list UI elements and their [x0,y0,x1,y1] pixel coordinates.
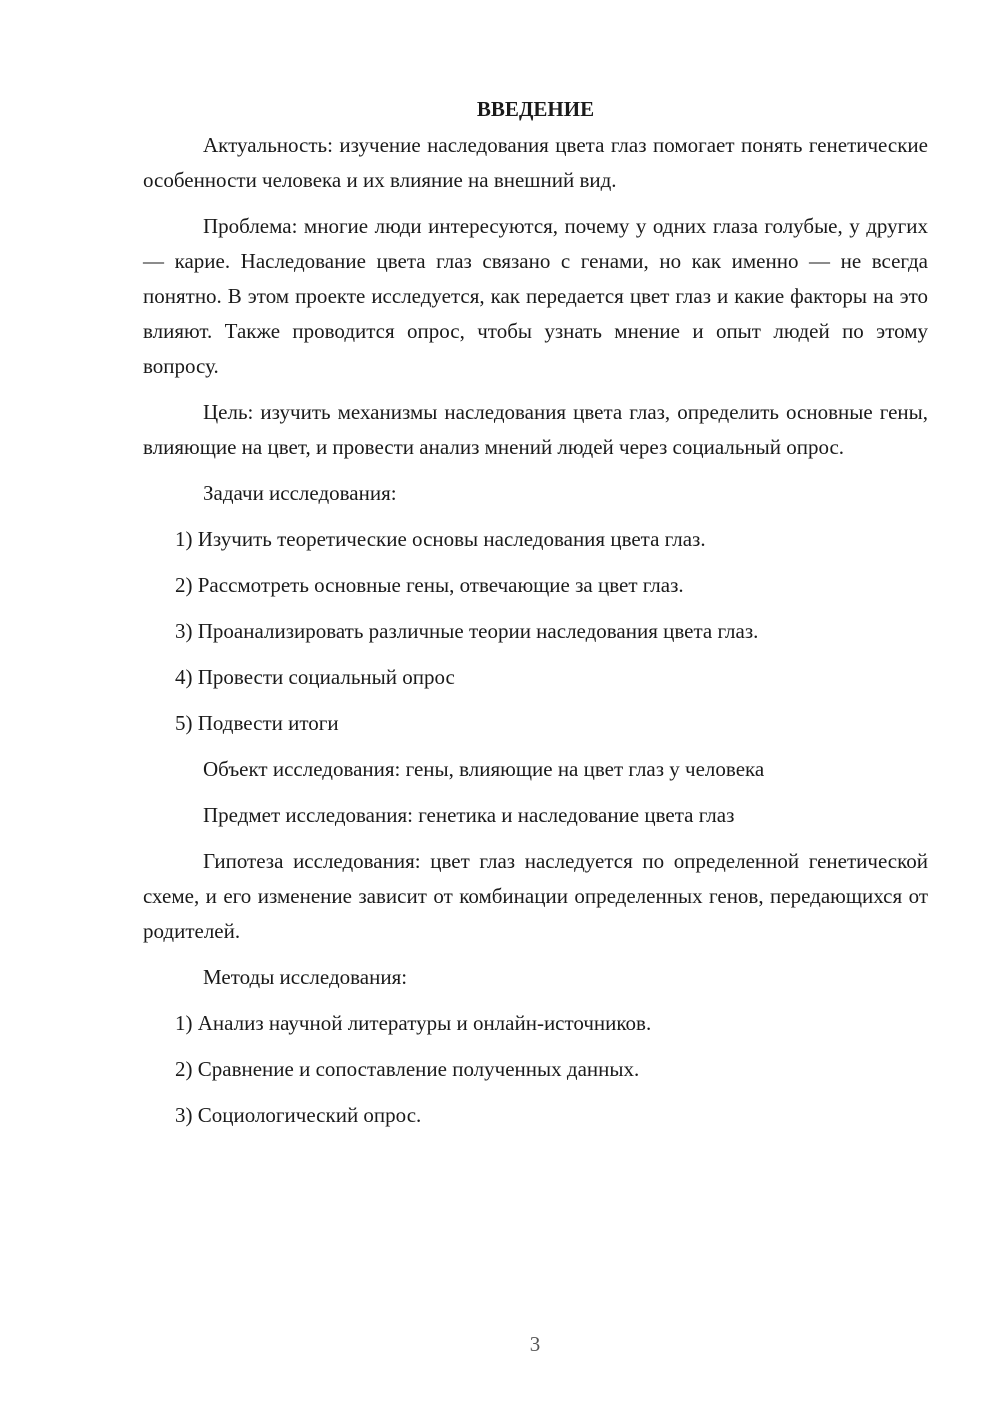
method-item-3: 3) Социологический опрос. [175,1103,422,1127]
section-title: ВВЕДЕНИЕ [476,97,595,121]
hypothesis-paragraph: Гипотеза исследования: цвет глаз наследуется по определенной генетической схеме, и его изменение зависит от комбинации определенных генов, передающихся от родителей. [143,849,928,943]
object-line: Объект исследования: гены, влияющие на цвет глаз у человека [203,757,765,781]
method-item-2: 2) Сравнение и сопоставление полученных данных. [175,1057,640,1081]
problem-paragraph: Проблема: многие люди интересуются, почему у одних глаза голубые, у других — карие. Наследование цвета глаз связано с генами, но как именно — не всегда понятно. В этом проекте исследуется, как передается цвет глаз и какие факторы на это влияют. Также проводится опрос, чтобы узнать мнение и опыт людей по этому вопросу. [143,214,928,378]
document-page [143,92,928,1133]
subject-line: Предмет исследования: генетика и наследование цвета глаз [203,803,735,827]
task-item-2: 2) Рассмотреть основные гены, отвечающие за цвет глаз. [175,573,684,597]
page-number: 3 [529,1332,541,1356]
task-item-1: 1) Изучить теоретические основы наследования цвета глаз. [175,527,706,551]
goal-paragraph: Цель: изучить механизмы наследования цвета глаз, определить основные гены, влияющие на цвет, и провести анализ мнений людей через социальный опрос. [143,400,928,459]
method-item-1: 1) Анализ научной литературы и онлайн-источников. [175,1011,652,1035]
methods-heading: Методы исследования: [203,965,408,989]
task-item-5: 5) Подвести итоги [175,711,339,735]
task-item-3: 3) Проанализировать различные теории наследования цвета глаз. [175,619,759,643]
task-item-4: 4) Провести социальный опрос [175,665,455,689]
relevance-paragraph: Актуальность: изучение наследования цвета глаз помогает понять генетические особенности человека и их влияние на внешний вид. [143,133,928,192]
tasks-heading: Задачи исследования: [203,481,397,505]
